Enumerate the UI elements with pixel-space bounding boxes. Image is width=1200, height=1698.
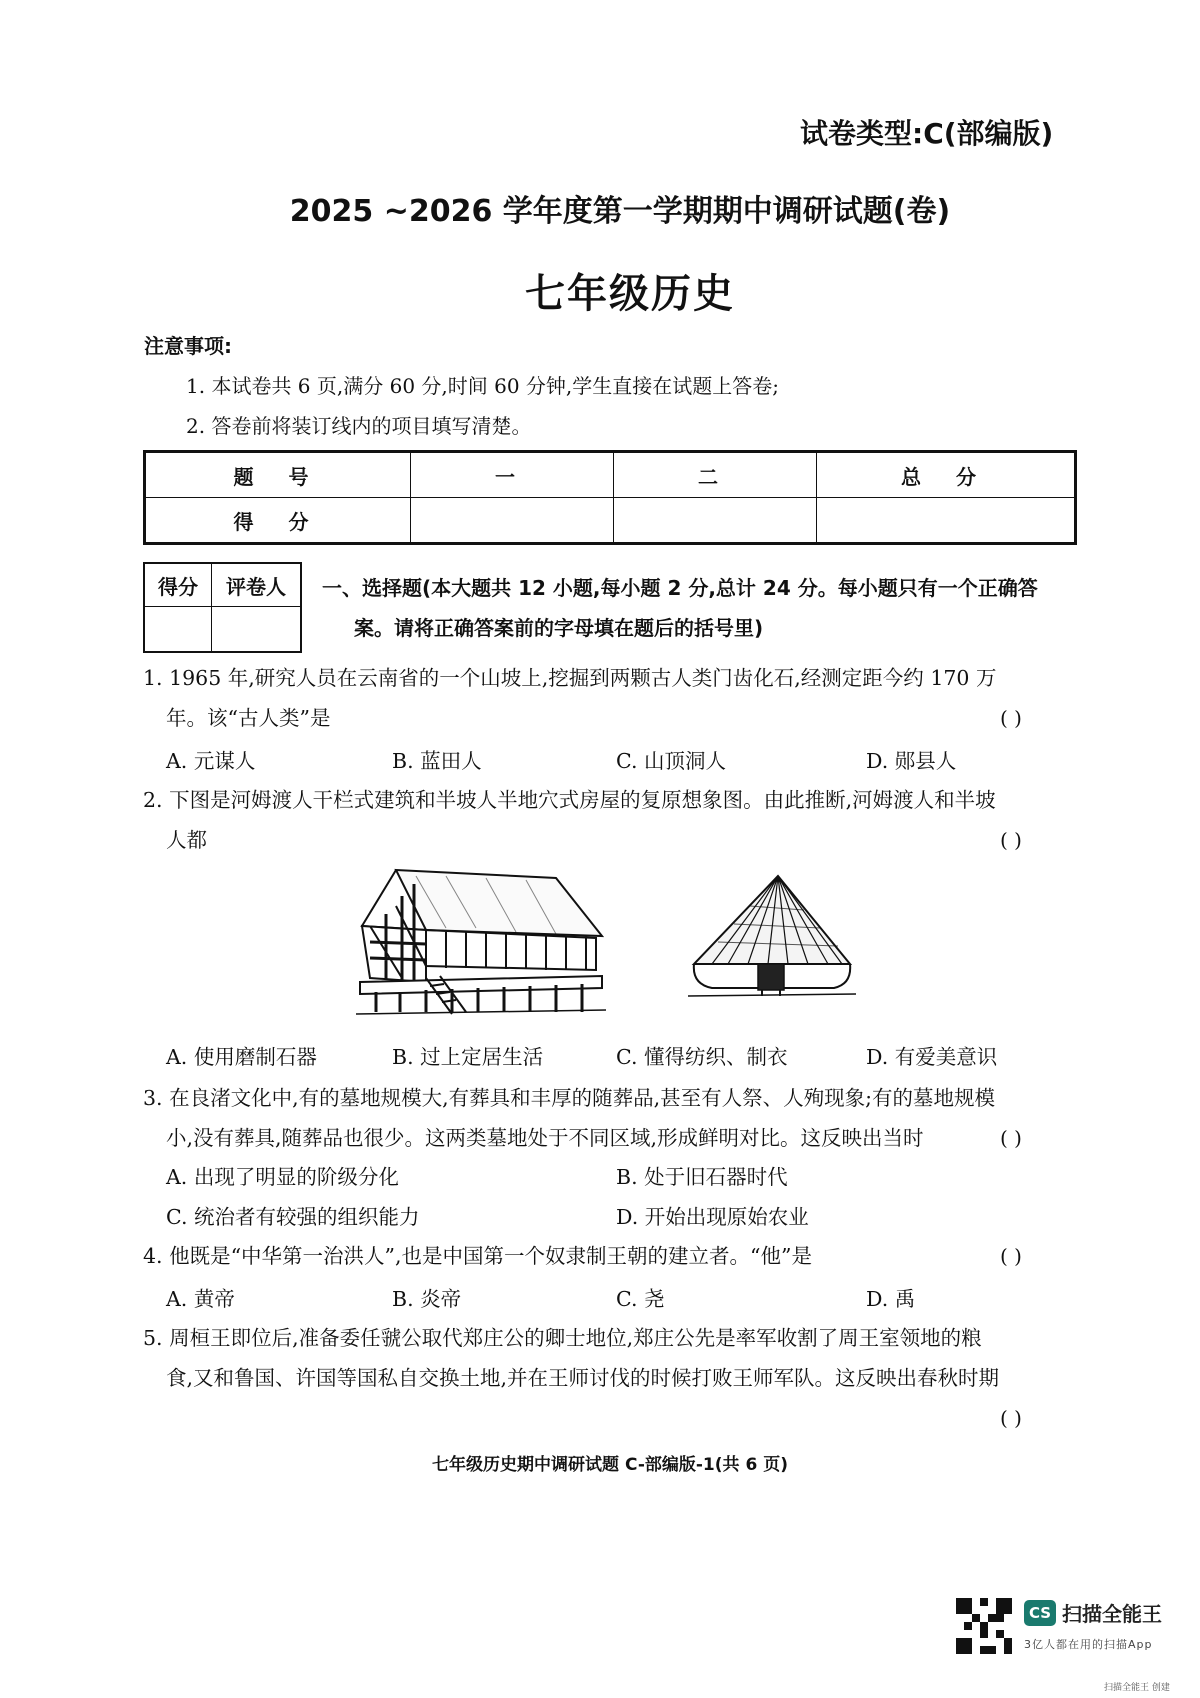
question-1-line: 年。该“古人类”是 — [166, 706, 331, 730]
question-5-line: 5. 周桓王即位后,准备委任虢公取代郑庄公的卿士地位,郑庄公先是率军收割了周王室领地的粮 — [143, 1326, 982, 1350]
answer-bracket[interactable]: ( ) — [1000, 1126, 1022, 1150]
section-heading-line: 案。请将正确答案前的字母填在题后的括号里) — [354, 616, 764, 640]
score-cell[interactable] — [411, 498, 614, 544]
question-3-line: 小,没有葬具,随葬品也很少。这两类墓地处于不同区域,形成鲜明对比。这反映出当时 — [166, 1126, 924, 1150]
option: C. 山顶洞人 — [616, 749, 726, 773]
grader-score-cell[interactable] — [144, 607, 212, 653]
option: D. 禹 — [866, 1287, 916, 1311]
option: B. 处于旧石器时代 — [616, 1165, 788, 1189]
question-2-line: 2. 下图是河姆渡人干栏式建筑和半坡人半地穴式房屋的复原想象图。由此推断,河姆渡人和半坡 — [143, 788, 996, 812]
score-header-cell: 题 号 — [145, 452, 411, 498]
option: A. 使用磨制石器 — [166, 1045, 317, 1069]
stilt-house-illustration — [356, 866, 606, 1016]
scanner-slogan: 3亿人都在用的扫描App — [1024, 1638, 1153, 1651]
option: B. 过上定居生活 — [392, 1045, 544, 1069]
grader-score-header: 得分 — [144, 563, 212, 607]
score-header-cell: 总 分 — [817, 452, 1076, 498]
answer-bracket[interactable]: ( ) — [1000, 706, 1022, 730]
option: C. 尧 — [616, 1287, 665, 1311]
grader-box — [143, 562, 302, 653]
question-1-line: 1. 1965 年,研究人员在云南省的一个山坡上,挖掘到两颗古人类门齿化石,经测定距今约 170 万 — [143, 666, 997, 690]
option: C. 懂得纺织、制衣 — [616, 1045, 788, 1069]
question-3-line: 3. 在良渚文化中,有的墓地规模大,有葬具和丰厚的随葬品,甚至有人祭、人殉现象;有的墓地规模 — [143, 1086, 996, 1110]
score-row-label: 得 分 — [145, 498, 411, 544]
paper-type: 试卷类型:C(部编版) — [800, 117, 1054, 150]
option: A. 出现了明显的阶级分化 — [166, 1165, 399, 1189]
notice-item: 2. 答卷前将装订线内的项目填写清楚。 — [186, 414, 532, 438]
subject-title: 七年级历史 — [525, 271, 735, 317]
scanner-corner-mark: 扫描全能王 创建 — [1104, 1683, 1170, 1693]
answer-bracket[interactable]: ( ) — [1000, 828, 1022, 852]
section-heading-line: 一、选择题(本大题共 12 小题,每小题 2 分,总计 24 分。每小题只有一个正确答 — [322, 576, 1038, 600]
score-header-cell: 二 — [614, 452, 817, 498]
question-4-line: 4. 他既是“中华第一治洪人”,也是中国第一个奴隶制王朝的建立者。“他”是 — [143, 1244, 813, 1268]
question-2-line: 人都 — [166, 828, 207, 852]
score-header-cell: 一 — [411, 452, 614, 498]
option: D. 有爱美意识 — [866, 1045, 998, 1069]
answer-bracket[interactable]: ( ) — [1000, 1406, 1022, 1430]
page-footer: 七年级历史期中调研试题 C-部编版-1(共 6 页) — [432, 1455, 788, 1475]
answer-bracket[interactable]: ( ) — [1000, 1244, 1022, 1268]
scanner-app-name: 扫描全能王 — [1062, 1602, 1162, 1626]
qr-code-icon — [956, 1598, 1012, 1654]
option: A. 元谋人 — [166, 749, 256, 773]
semi-subterranean-hut-illustration — [688, 872, 856, 1000]
option: D. 开始出现原始农业 — [616, 1205, 809, 1229]
exam-title: 2025 ~2026 学年度第一学期期中调研试题(卷) — [289, 194, 951, 229]
option: B. 炎帝 — [392, 1287, 462, 1311]
option: C. 统治者有较强的组织能力 — [166, 1205, 420, 1229]
notice-item: 1. 本试卷共 6 页,满分 60 分,时间 60 分钟,学生直接在试题上答卷; — [186, 374, 780, 398]
question-5-line: 食,又和鲁国、许国等国私自交换土地,并在王师讨伐的时候打败王师军队。这反映出春秋时期 — [166, 1366, 1000, 1390]
notice-heading: 注意事项: — [144, 334, 232, 358]
score-table — [143, 450, 1077, 545]
option: B. 蓝田人 — [392, 749, 482, 773]
grader-name-header: 评卷人 — [212, 563, 302, 607]
scanner-logo-badge: CS — [1024, 1600, 1056, 1626]
score-cell[interactable] — [817, 498, 1076, 544]
option: D. 郧县人 — [866, 749, 957, 773]
grader-name-cell[interactable] — [212, 607, 302, 653]
option: A. 黄帝 — [166, 1287, 235, 1311]
score-cell[interactable] — [614, 498, 817, 544]
section-heading — [322, 568, 1078, 648]
